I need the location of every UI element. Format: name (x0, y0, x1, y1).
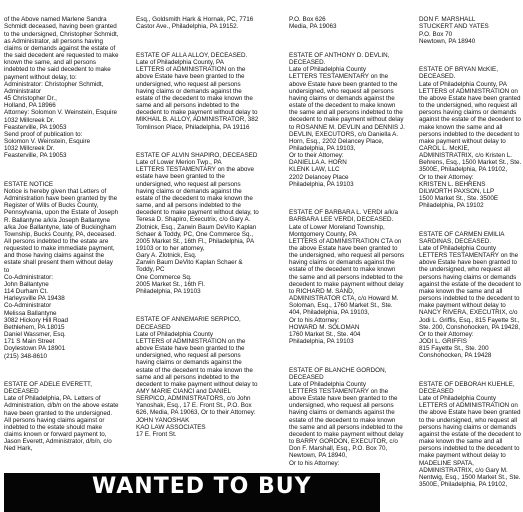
notice-text: ESTATE OF ALVIN SHAPIRO, DECEASED Late of Lower Merion Twp., PA LETTERS TESTAMENTARY on the above estate have been granted to the undersigned, who request all persons having claims or demands against the estate of the decedent to make known the same, and all persons indebted to the decedent to make payment without delay, to Teresa D. Shapiro, Executrix, c/o Gary A. Zlotnick, Esq., Zarwin Baum DeVito Kaplan Schaer & Toddy, PC, One Commerce Sq., 2005 Market St., 16th Fl., Philadelphia, PA 19103 or to her attorney, Gary A. Zlotnick, Esq. Zarwin Baum DeVito Kaplan Schaer & Toddy, PC One Commerce Sq. 2005 Market St., 16th Fl. Philadelphia, PA 19103 (136, 151, 259, 295)
notice-text: Esq., Goldsmith Hark & Hornak, PC, 7716 Castor Ave., Philadelphia, PA 19152. (136, 16, 255, 31)
notice-text: ESTATE NOTICE Notice is hereby given that Letters of Administration have been granted by the Register of Wills of Bucks County, Pennsylvania, upon the Estate of Joseph R. Ballantyne a/k/a Joseph Ballantyne a/ka Joe Ballantyne, late of Buckingham Township, Bucks County, PA, deceased. All persons indebted to the estate are requested to make immediate payment, and those having claims against the estate shall present them without delay to Co-Administrator: John Ballantyne 114 Durham Ct. Harleysville PA 19438 Co-Administrator Melissa Ballantyne 3082 Hickory Hill Road Bethlehem, PA 18015 Daniel Wassmer, Esq. 171 S Main Street Doylestown PA 18901 (215) 348-8610 (4, 180, 119, 360)
notice-text: ESTATE OF ANNEMARIE SERPICO, DECEASED Late of Philadelphia County LETTERS of ADMINISTRATION on the above Estate have been granted to the undersigned, who request all persons having claims or demands against the estate of the decedent to make known the same and all persons indebted to the decedent to make payment without delay to AMY MARIE CIANCI and DANIEL SERPICO, ADMINISTRATORS, c/o John Yanoshak, Esq., 17 E. Front St., P.O. Box 626, Media, PA 19063, Or to their Attorney: JOHN YANOSHAK KAO LAW ASSOCIATES 17 E. Front St. (136, 316, 258, 438)
column-1 (4, 2, 119, 470)
column-4 (419, 2, 523, 488)
notice-text: ESTATE OF ANTHONY D. DEVLIN, DECEASED. Late of Philadelphia County LETTERS TESTAMENTARY on the above Estate have been granted to the undersigned, who request all persons having claims or demands against the estate of the decedent to make known the same and all persons indebted to the decedent to make payment without delay to ROSANNE M. DEVLIN and DENNIS J. DEVLIN, EXECUTORS, c/o Daniella A. Horn, Esq., 2202 Delancey Place, Philadelphia, PA 19103, Or to their Attorney: DANIELLA A. HORN KLENK LAW, LLC 2202 Delancey Place Philadelphia, PA 19103 (289, 51, 405, 188)
wanted-to-buy-banner (4, 473, 380, 512)
notice-text: of the Above named Marlene Sandra Schmidt deceased, having been granted to the undersigned, Christopher Schmidt, as Administrator, all persons having claims or demands against the estate of the said decedent are requested to make known the same, and all persons indebted to the said decedent to make payment without delay, to: Administrator: Christopher Schmidt, Administrator 45 Christopher Dr., Holland, PA 18966 Attorney: Solomon V. Weinstein, Esquire 1032 Millcreek Dr. Feasterville, PA 19053 Send proof of publication to: Solomon V. Weinstein, Esquire 1032 Millcreek Dr. Feasterville, PA 19053 (4, 16, 119, 160)
notice-text: ESTATE OF BLANCHE GORDON, DECEASED Late of Philadelphia County LETTERS TESTAMENTARY on the above Estate have been granted to the undersigned, who request all persons having claims or demands against the estate of the decedent to make known the same and all persons indebted to the decedent to make payment without delay to BARRY GORDON, EXECUTOR, c/o Don F. Marshall, Esq., P.O. Box 70, Newtown, PA 18940, Or to his Attorney: (289, 366, 404, 467)
column-2 (136, 2, 259, 470)
notice-text: ESTATE OF DEBORAH KUEHLE, DECEASED Late of Philadelphia County LETTERS of ADMINISTRATION on the above Estate have been granted to the undersigned, who request all persons having claims or demands against the estate of the decedent to make known the same and all persons indebted to the decedent to make payment without delay to MADELINE SPATA, ADMINISTRATRIX, c/o Gary M. Nentwig, Esq., 1500 Market St., Ste. 3500E, Philadelphia, PA 19102, (419, 380, 521, 488)
notice-text: ESTATE OF BARBARA L. VERDI a/k/a BARBARA LEE VERDI, DECEASED. Late of Lower Moreland Township, Montgomery County, PA LETTERS of ADMINISTRATION CTA on the above Estate have been granted to the undersigned, who request all persons having claims or demands against the estate of the decedent to make known the same and all persons indebted to the decedent to make payment without delay to RICHARD M. SAND, ADMINISTRATOR CTA, c/o Howard M. Soloman, Esq., 1760 Market St., Ste. 404, Philadelphia, PA 19103, Or to his Attorney: HOWARD M. SOLOMAN 1760 Market St., Ste. 404 Philadelphia, PA 19103 (289, 209, 405, 346)
banner-heading: WANTED TO BUY (92, 474, 312, 499)
notice-text: ESTATE OF ADELE EVERETT, DECEASED Late of Philadelphia, PA. Letters of Administration, d/b/n on the above estate have been granted to the undersigned. All persons having claims against or indebted to the estate should make claims known or forward payment to, Jason Everett, Administrator, d/b/n, c/o Ned Hark, (4, 380, 119, 453)
notice-text: DON F. MARSHALL STUCKERT AND YATES P.O. Box 70 Newtown, PA 18940 (419, 16, 489, 45)
notice-text: P.O. Box 626 Media, PA 19063 (289, 16, 337, 31)
column-3 (289, 2, 405, 470)
notice-text: ESTATE OF ALLA ALLOY, DECEASED. Late of Philadelphia County, PA LETTERS of ADMINISTRATION on the above Estate have been granted to the undersigned, who request all persons having claims or demands against the estate of the decedent to make known the same and all persons indebted to the decedent to make payment without delay to MIKHAIL B. ALLOY, ADMINISTRATOR, 382 Tomlinson Place, Philadelphia, PA 19116 (136, 51, 259, 131)
notice-text: ESTATE OF BRYAN McKIE, DECEASED. Late of Philadelphia County, PA LETTERS of ADMINISTRATION on the above Estate have been granted to the undersigned, who request all persons having claims or demands against the estate of the decedent to make known the same and all persons indebted to the decedent to make payment without delay to CAROL L. McKIE, ADMINISTRATRIX, c/o Kristen L. Behrens, Esq., 1500 Market St., Ste. 3500E, Philadelphia, PA 19102, Or to their Attorney: KRISTEN L. BEHRENS DILWORTH PAXSON, LLP 1500 Market St., Ste. 3500E Philadelphia, PA 19102 (419, 66, 522, 210)
notice-text: ESTATE OF CARMEN EMILIA SARDINAS, DECEASED. Late of Philadelphia County LETTERS TESTAMENTARY on the above Estate have been granted to the undersigned, who request all persons having claims or demands against the estate of the decedent to make known the same and all persons indebted to the decedent to make payment without delay to NANCY RIVERA, EXECUTRIX, c/o Jodi L. Griffis, Esq., 815 Fayette St., Ste. 200, Conshohocken, PA 19428, Or to their Attorney: JODI L. GRIFFIS 815 Fayette St., Ste. 200 Conshohocken, PA 19428 (419, 230, 521, 360)
